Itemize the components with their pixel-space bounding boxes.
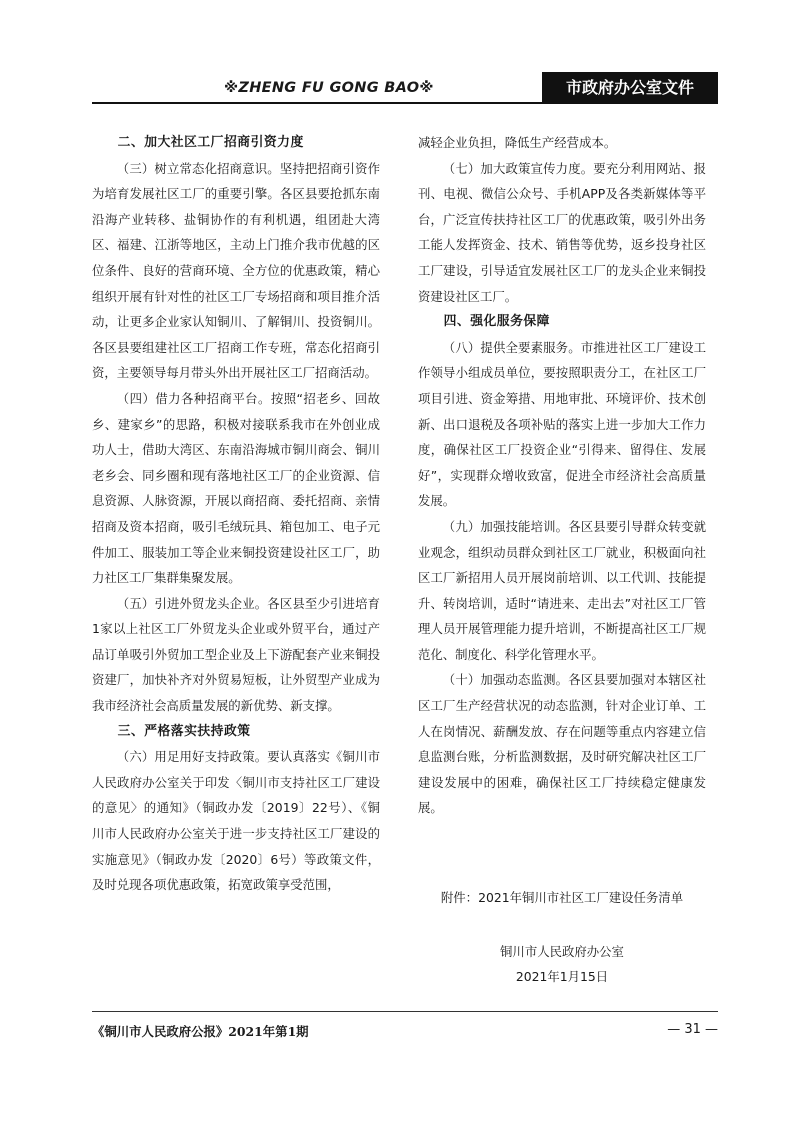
journal-title: ※ZHENG FU GONG BAO※ (224, 80, 434, 96)
page-header (92, 72, 718, 104)
paragraph-4: （四）借力各种招商平台。按照“招老乡、回故乡、建家乡”的思路，积极对接联系我市在外创业成功人士，借助大湾区、东南沿海城市铜川商会、铜川老乡会、同乡圈和现有落地社区工厂的企业资源、信息资源、人脉资源，开展以商招商、委托招商、亲情招商及资本招商，吸引毛绒玩具、箱包加工、电子元件加工、服装加工等企业来铜投资建设社区工厂，助力社区工厂集群集聚发展。 (92, 390, 380, 586)
attachment-note: 附件：2021年铜川市社区工厂建设任务清单 (440, 890, 684, 905)
paragraph-7: （七）加大政策宣传力度。要充分利用网站、报刊、电视、微信公众号、手机APP及各类新媒体等平台，广泛宣传扶持社区工厂的优惠政策，吸引外出务工能人发挥资金、技术、销售等优势，返乡投身社区工厂建设，引导适宜发展社区工厂的龙头企业来铜投资建设社区工厂。 (418, 160, 706, 304)
section-heading-4: 四、强化服务保障 (443, 314, 550, 330)
publication-title: 《铜川市人民政府公报》2021年第1期 (92, 1024, 309, 1039)
page-number: — 31 — (667, 1022, 718, 1037)
paragraph-9: （九）加强技能培训。各区县要引导群众转变就业观念，组织动员群众到社区工厂就业，积极面向社区工厂新招用人员开展岗前培训、以工代训、技能提升、转岗培训，适时“请进来、走出去”对社区工厂管理人员开展管理能力提升培训，不断提高社区工厂规范化、制度化、科学化管理水平。 (418, 518, 706, 662)
signature-date: 2021年1月15日 (515, 969, 609, 984)
footer-rule (92, 1011, 718, 1012)
paragraph-6-continued: 减轻企业负担，降低生产经营成本。 (418, 135, 617, 150)
paragraph-6: （六）用足用好支持政策。要认真落实《铜川市人民政府办公室关于印发〈铜川市支持社区工厂建设的意见〉的通知》（铜政办发〔2019〕22号）、《铜川市人民政府办公室关于进一步支持社区工厂建设的实施意见》（铜政办发〔2020〕6号）等政策文件，及时兑现各项优惠政策，拓宽政策享受范围， (92, 749, 380, 893)
section-heading-2: 二、加大社区工厂招商引资力度 (117, 135, 304, 150)
paragraph-3: （三）树立常态化招商意识。坚持把招商引资作为培育发展社区工厂的重要引擎。各区县要抢抓东南沿海产业转移、盐铜协作的有利机遇，组团赴大湾区、福建、江浙等地区，主动上门推介我市优越的区位条件、良好的营商环境、全方位的优惠政策，精心组织开展有针对性的社区工厂专场招商和项目推介活动，让更多企业家认知铜川、了解铜川、投资铜川。各区县要组建社区工厂招商工作专班，常态化招商引资，主要领导每月带头外出开展社区工厂招商活动。 (92, 160, 380, 381)
paragraph-10: （十）加强动态监测。各区县要加强对本辖区社区工厂生产经营状况的动态监测，针对企业订单、工人在岗情况、薪酬发放、存在问题等重点内容建立信息监测台账，分析监测数据，及时研究解决社区工厂建设发展中的困难，确保社区工厂持续稳定健康发展。 (418, 672, 706, 816)
header-rule (92, 102, 544, 104)
paragraph-8: （八）提供全要素服务。市推进社区工厂建设工作领导小组成员单位，要按照职责分工，在社区工厂项目引进、资金筹措、用地审批、环境评价、技术创新、出口退税及各项补贴的落实上进一步加大工作力度，确保社区工厂投资企业“引得来、留得住、发展好”，实现群众增收致富，促进全市经济社会高质量发展。 (418, 339, 706, 509)
left-column (92, 130, 380, 898)
signature-org: 铜川市人民政府办公室 (500, 944, 624, 959)
section-label: 市政府办公室文件 (542, 72, 718, 104)
section-heading-3: 三、严格落实扶持政策 (117, 723, 251, 739)
right-column (418, 130, 706, 821)
paragraph-5: （五）引进外贸龙头企业。各区县至少引进培育1家以上社区工厂外贸龙头企业或外贸平台，通过产品订单吸引外贸加工型企业及上下游配套产业来铜投资建厂，加快补齐对外贸易短板，让外贸型产业成为我市经济社会高质量发展的新优势、新支撑。 (92, 595, 380, 714)
